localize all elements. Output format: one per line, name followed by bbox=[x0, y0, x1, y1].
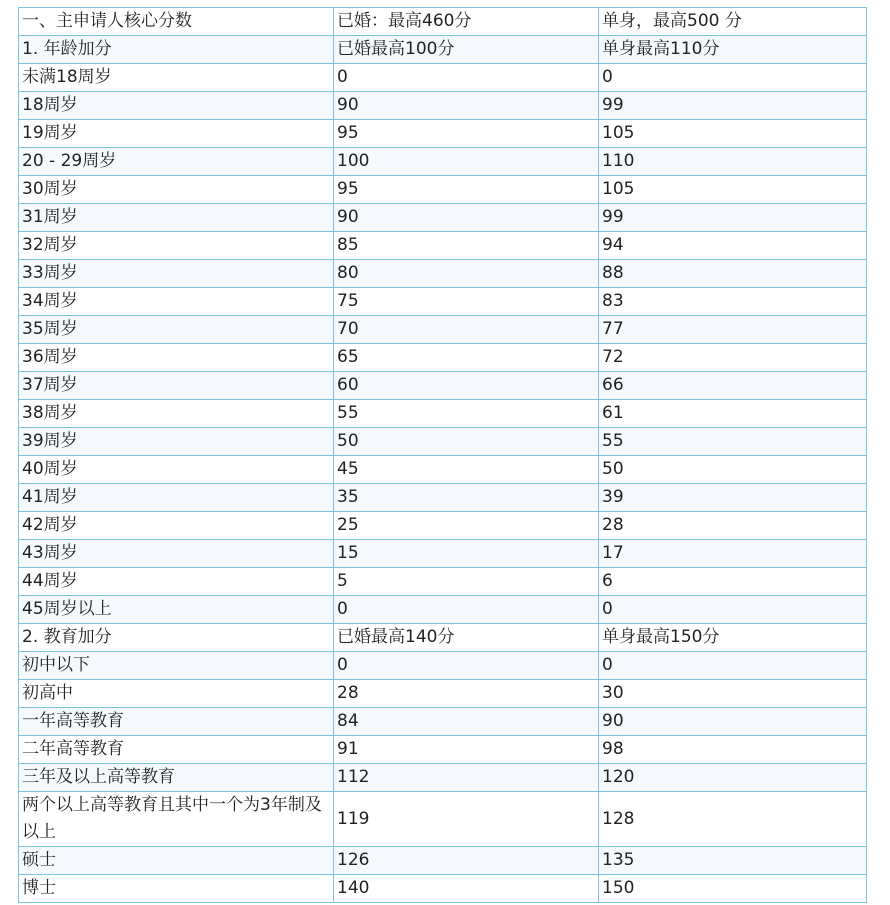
category-cell: 37周岁 bbox=[19, 372, 334, 400]
married-score-cell: 95 bbox=[334, 176, 599, 204]
table-row bbox=[19, 344, 867, 372]
single-score-cell: 单身最高110分 bbox=[599, 36, 867, 64]
table-row bbox=[19, 792, 867, 847]
single-score-cell: 17 bbox=[599, 540, 867, 568]
married-score-cell: 50 bbox=[334, 428, 599, 456]
single-score-cell: 50 bbox=[599, 456, 867, 484]
single-score-cell: 0 bbox=[599, 64, 867, 92]
married-score-cell: 112 bbox=[334, 764, 599, 792]
category-cell: 31周岁 bbox=[19, 204, 334, 232]
category-cell: 44周岁 bbox=[19, 568, 334, 596]
married-score-cell: 100 bbox=[334, 148, 599, 176]
category-cell: 初高中 bbox=[19, 680, 334, 708]
table-row bbox=[19, 92, 867, 120]
category-cell: 45周岁以上 bbox=[19, 596, 334, 624]
category-cell: 博士 bbox=[19, 875, 334, 903]
married-score-cell: 85 bbox=[334, 232, 599, 260]
table-row bbox=[19, 288, 867, 316]
category-cell: 34周岁 bbox=[19, 288, 334, 316]
single-score-cell: 66 bbox=[599, 372, 867, 400]
table-row bbox=[19, 400, 867, 428]
single-score-cell: 88 bbox=[599, 260, 867, 288]
single-score-cell: 99 bbox=[599, 204, 867, 232]
category-cell: 19周岁 bbox=[19, 120, 334, 148]
married-score-cell: 126 bbox=[334, 847, 599, 875]
table-row bbox=[19, 708, 867, 736]
category-cell: 40周岁 bbox=[19, 456, 334, 484]
single-score-cell: 77 bbox=[599, 316, 867, 344]
married-score-cell: 84 bbox=[334, 708, 599, 736]
table-body bbox=[19, 8, 867, 903]
table-row bbox=[19, 456, 867, 484]
table-row bbox=[19, 8, 867, 36]
table-row bbox=[19, 847, 867, 875]
married-score-cell: 70 bbox=[334, 316, 599, 344]
category-cell: 一、主申请人核心分数 bbox=[19, 8, 334, 36]
single-score-cell: 0 bbox=[599, 652, 867, 680]
category-cell: 41周岁 bbox=[19, 484, 334, 512]
single-score-cell: 98 bbox=[599, 736, 867, 764]
single-score-cell: 0 bbox=[599, 596, 867, 624]
table-row bbox=[19, 176, 867, 204]
married-score-cell: 5 bbox=[334, 568, 599, 596]
married-score-cell: 60 bbox=[334, 372, 599, 400]
table-row bbox=[19, 148, 867, 176]
single-score-cell: 55 bbox=[599, 428, 867, 456]
married-score-cell: 25 bbox=[334, 512, 599, 540]
single-score-cell: 30 bbox=[599, 680, 867, 708]
married-score-cell: 91 bbox=[334, 736, 599, 764]
category-cell: 二年高等教育 bbox=[19, 736, 334, 764]
category-cell: 36周岁 bbox=[19, 344, 334, 372]
category-cell: 38周岁 bbox=[19, 400, 334, 428]
married-score-cell: 119 bbox=[334, 792, 599, 847]
table-row bbox=[19, 428, 867, 456]
category-cell: 一年高等教育 bbox=[19, 708, 334, 736]
table-row bbox=[19, 232, 867, 260]
category-cell: 42周岁 bbox=[19, 512, 334, 540]
table-row bbox=[19, 316, 867, 344]
single-score-cell: 99 bbox=[599, 92, 867, 120]
single-score-cell: 105 bbox=[599, 176, 867, 204]
table-row bbox=[19, 540, 867, 568]
married-score-cell: 90 bbox=[334, 204, 599, 232]
table-row bbox=[19, 260, 867, 288]
category-cell: 硕士 bbox=[19, 847, 334, 875]
category-cell: 20 - 29周岁 bbox=[19, 148, 334, 176]
married-score-cell: 0 bbox=[334, 596, 599, 624]
category-cell: 33周岁 bbox=[19, 260, 334, 288]
category-cell: 两个以上高等教育且其中一个为3年制及以上 bbox=[19, 792, 334, 847]
single-score-cell: 150 bbox=[599, 875, 867, 903]
table-row bbox=[19, 204, 867, 232]
table-row bbox=[19, 624, 867, 652]
married-score-cell: 35 bbox=[334, 484, 599, 512]
married-score-cell: 75 bbox=[334, 288, 599, 316]
single-score-cell: 94 bbox=[599, 232, 867, 260]
score-table bbox=[18, 7, 867, 903]
category-cell: 32周岁 bbox=[19, 232, 334, 260]
category-cell: 18周岁 bbox=[19, 92, 334, 120]
single-score-cell: 6 bbox=[599, 568, 867, 596]
category-cell: 35周岁 bbox=[19, 316, 334, 344]
single-score-cell: 单身，最高500 分 bbox=[599, 8, 867, 36]
category-cell: 39周岁 bbox=[19, 428, 334, 456]
married-score-cell: 55 bbox=[334, 400, 599, 428]
table-row bbox=[19, 484, 867, 512]
married-score-cell: 0 bbox=[334, 652, 599, 680]
married-score-cell: 140 bbox=[334, 875, 599, 903]
table-row bbox=[19, 36, 867, 64]
married-score-cell: 15 bbox=[334, 540, 599, 568]
single-score-cell: 135 bbox=[599, 847, 867, 875]
table-row bbox=[19, 736, 867, 764]
category-cell: 30周岁 bbox=[19, 176, 334, 204]
table-row bbox=[19, 680, 867, 708]
single-score-cell: 128 bbox=[599, 792, 867, 847]
married-score-cell: 已婚最高140分 bbox=[334, 624, 599, 652]
single-score-cell: 61 bbox=[599, 400, 867, 428]
category-cell: 43周岁 bbox=[19, 540, 334, 568]
married-score-cell: 90 bbox=[334, 92, 599, 120]
single-score-cell: 83 bbox=[599, 288, 867, 316]
category-cell: 2. 教育加分 bbox=[19, 624, 334, 652]
single-score-cell: 72 bbox=[599, 344, 867, 372]
single-score-cell: 28 bbox=[599, 512, 867, 540]
married-score-cell: 80 bbox=[334, 260, 599, 288]
table-row bbox=[19, 568, 867, 596]
married-score-cell: 28 bbox=[334, 680, 599, 708]
category-cell: 未满18周岁 bbox=[19, 64, 334, 92]
single-score-cell: 120 bbox=[599, 764, 867, 792]
single-score-cell: 39 bbox=[599, 484, 867, 512]
table-row bbox=[19, 875, 867, 903]
single-score-cell: 90 bbox=[599, 708, 867, 736]
married-score-cell: 95 bbox=[334, 120, 599, 148]
married-score-cell: 已婚：最高460分 bbox=[334, 8, 599, 36]
table-row bbox=[19, 512, 867, 540]
table-row bbox=[19, 652, 867, 680]
table-row bbox=[19, 372, 867, 400]
married-score-cell: 65 bbox=[334, 344, 599, 372]
single-score-cell: 105 bbox=[599, 120, 867, 148]
married-score-cell: 已婚最高100分 bbox=[334, 36, 599, 64]
category-cell: 初中以下 bbox=[19, 652, 334, 680]
category-cell: 三年及以上高等教育 bbox=[19, 764, 334, 792]
table-row bbox=[19, 596, 867, 624]
married-score-cell: 45 bbox=[334, 456, 599, 484]
single-score-cell: 单身最高150分 bbox=[599, 624, 867, 652]
table-row bbox=[19, 64, 867, 92]
category-cell: 1. 年龄加分 bbox=[19, 36, 334, 64]
table-row bbox=[19, 764, 867, 792]
married-score-cell: 0 bbox=[334, 64, 599, 92]
single-score-cell: 110 bbox=[599, 148, 867, 176]
table-row bbox=[19, 120, 867, 148]
